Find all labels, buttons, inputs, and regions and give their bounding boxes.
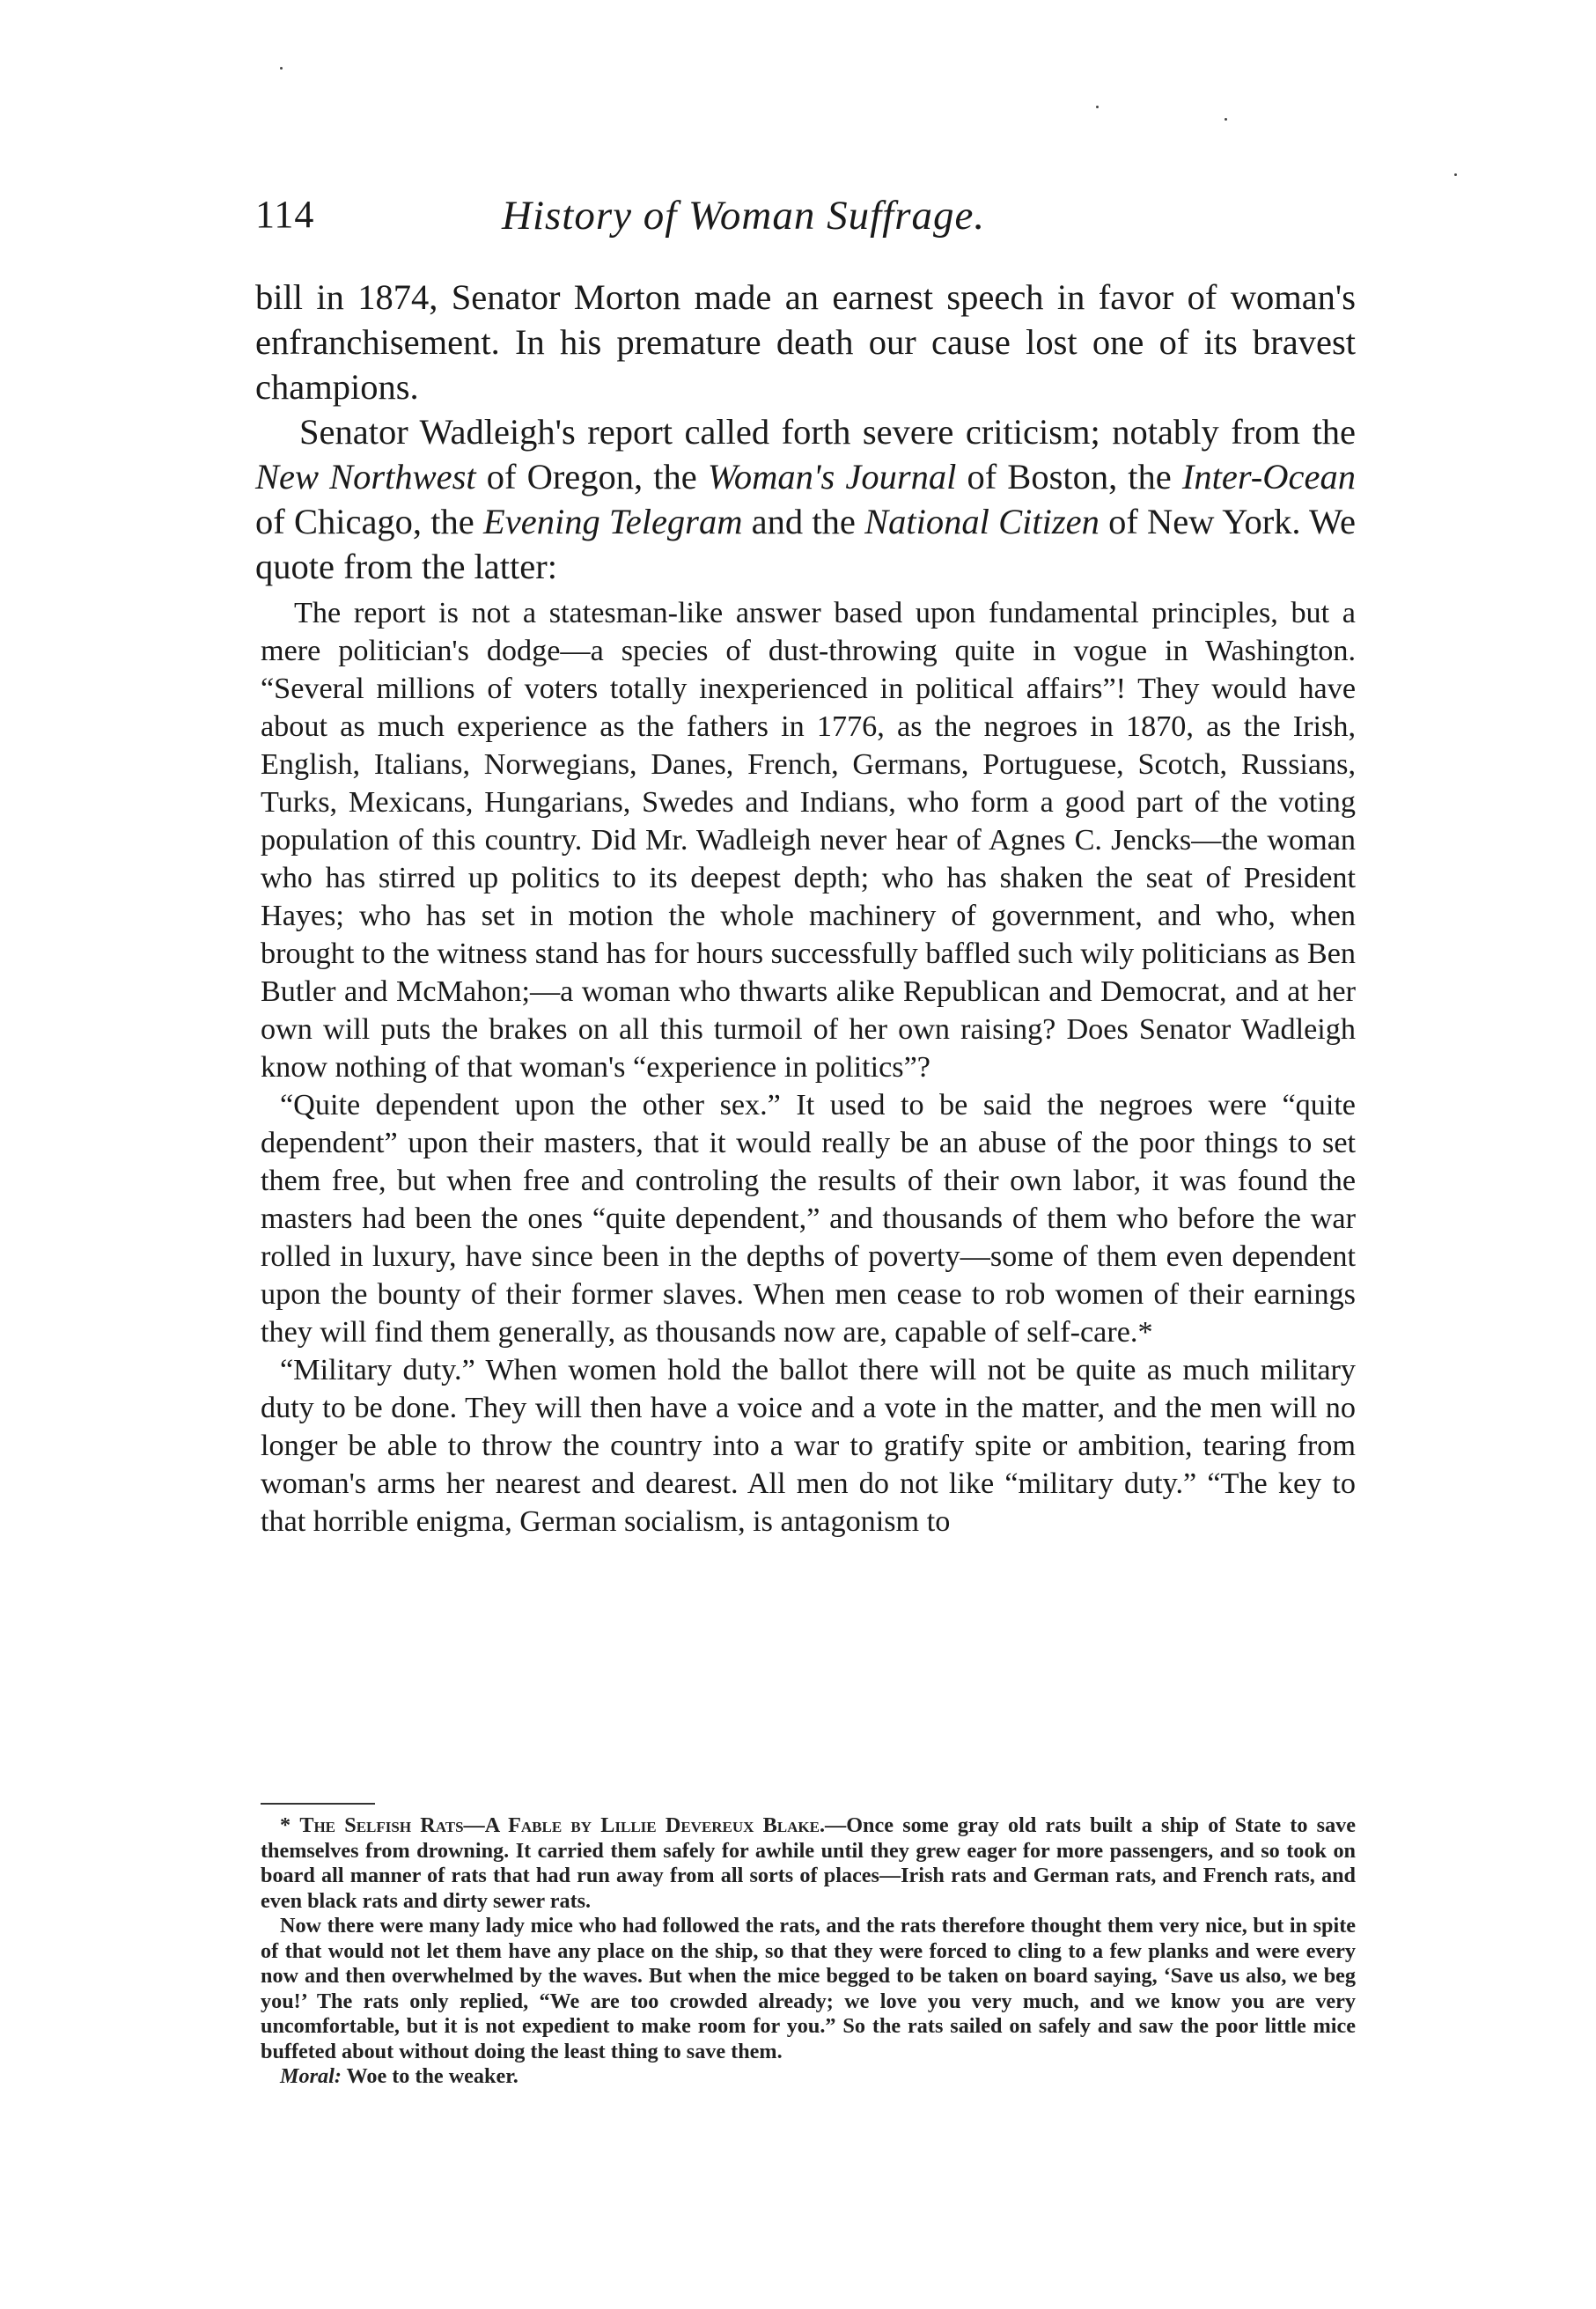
quote-paragraph-report: The report is not a statesman-like answer based upon fundamental principles, but a mere politician's dodge—a species of dust-throwing quite in vogue in Washington. “Several millions of voters totally inexperienced in political affairs”! They would have about as much experience as the fathers in 1776, as the negroes in 1870, as the Irish, English, Italians, Norwegians, Danes, French, Germans, Portuguese, Scotch, Russians, Turks, Mexicans, Hungarians, Swedes and Indians, who form a good part of the voting population of this country. Did Mr. Wadleigh never hear of Agnes C. Jencks—the woman who has stirred up politics to its deepest depth; who has shaken the seat of President Hayes; who has set in motion the whole machinery of government, and who, when brought to the witness stand has for hours successfully baffled such wily politicians as Ben Butler and McMahon;—a woman who thwarts alike Republican and Democrat, and at her own will puts the brakes on all this turmoil of her own raising? Does Senator Wadleigh know nothing of that woman's “experience in politics”? bbox=[261, 597, 1356, 1084]
footnote-rule bbox=[261, 1803, 375, 1805]
paragraph-wadleigh-report: Senator Wadleigh's report called forth severe criticism; notably from the New Northwest of Oregon, the Woman's Journal of Boston, the Inter-Ocean of Chicago, the Evening Telegram and the National Citizen of New York. We quote from the latter: bbox=[255, 412, 1357, 586]
footnotes bbox=[261, 1813, 1356, 2090]
footnote-mice: Now there were many lady mice who had followed the rats, and the rats therefore thought them very nice, but in spite of that would not let them have any place on the ship, so that they were forced to cling to a few planks and were every now and then overwhelmed by the waves. But when the mice begged to be taken on board saying, ‘Save us also, we beg you!’ The rats only replied, “We are too crowded already; we love you very much, and we know you are very uncomfortable, but it is not expedient to make room for you.” So the rats sailed on safely and saw the poor little mice buffeted about without doing the least thing to save them. bbox=[261, 1914, 1356, 2063]
paper-speck bbox=[1225, 118, 1227, 121]
footnote-fable: * The Selfish Rats—A Fable by Lillie Devereux Blake.—Once some gray old rats built a ship of State to save themselves from drowning. It carried them safely for awhile until they grew eager for more passengers, and so took on board all manner of rats that had run away from all sorts of places—Irish rats and German rats, and French rats, and even black rats and dirty sewer rats. bbox=[261, 1813, 1356, 1913]
moral-text: Woe to the weaker. bbox=[341, 2064, 519, 2088]
moral-label: Moral: bbox=[280, 2064, 342, 2088]
quote-paragraph-dependent: “Quite dependent upon the other sex.” It used to be said the negroes were “quite dependent” upon their masters, that it would really be an abuse of the poor things to set them free, but when free and controling the results of their own labor, it was found the masters had been the ones “quite dependent,” and thousands of them who before the war rolled in luxury, have since been in the depths of poverty—some of them even dependent upon the bounty of their former slaves. When men cease to rob women of their earnings they will find them generally, as thousands now are, capable of self-care.* bbox=[261, 1089, 1356, 1349]
fable-title: The Selfish Rats—A Fable by Lillie Devereux Blake. bbox=[299, 1813, 826, 1837]
newspaper-title: National Citizen bbox=[864, 502, 1100, 541]
quote-paragraph-military: “Military duty.” When women hold the ballot there will not be quite as much military duty to be done. They will then have a voice and a vote in the matter, and the men will no longer be able to throw the country into a war to gratify spite or ambition, tearing from woman's arms her nearest and dearest. All men do not like “military duty.” “The key to that horrible enigma, German socialism, is antagonism to bbox=[261, 1354, 1356, 1538]
paper-speck bbox=[1454, 173, 1457, 176]
body-text bbox=[255, 275, 1356, 589]
paper-speck bbox=[280, 67, 283, 70]
newspaper-title: New Northwest bbox=[255, 457, 476, 496]
running-title: History of Woman Suffrage. bbox=[502, 193, 986, 239]
newspaper-title: Evening Telegram bbox=[483, 502, 743, 541]
newspaper-title: Inter-Ocean bbox=[1181, 457, 1356, 496]
page-header bbox=[255, 192, 1364, 254]
block-quote bbox=[261, 594, 1356, 1541]
paper-speck bbox=[1096, 106, 1099, 108]
newspaper-title: Woman's Journal bbox=[707, 457, 957, 496]
footnote-moral bbox=[261, 2064, 1356, 2090]
page-number: 114 bbox=[255, 193, 315, 236]
paragraph-morton: bill in 1874, Senator Morton made an earnest speech in favor of woman's enfranchisement. In his premature death our cause lost one of its bravest champions. bbox=[255, 277, 1356, 407]
